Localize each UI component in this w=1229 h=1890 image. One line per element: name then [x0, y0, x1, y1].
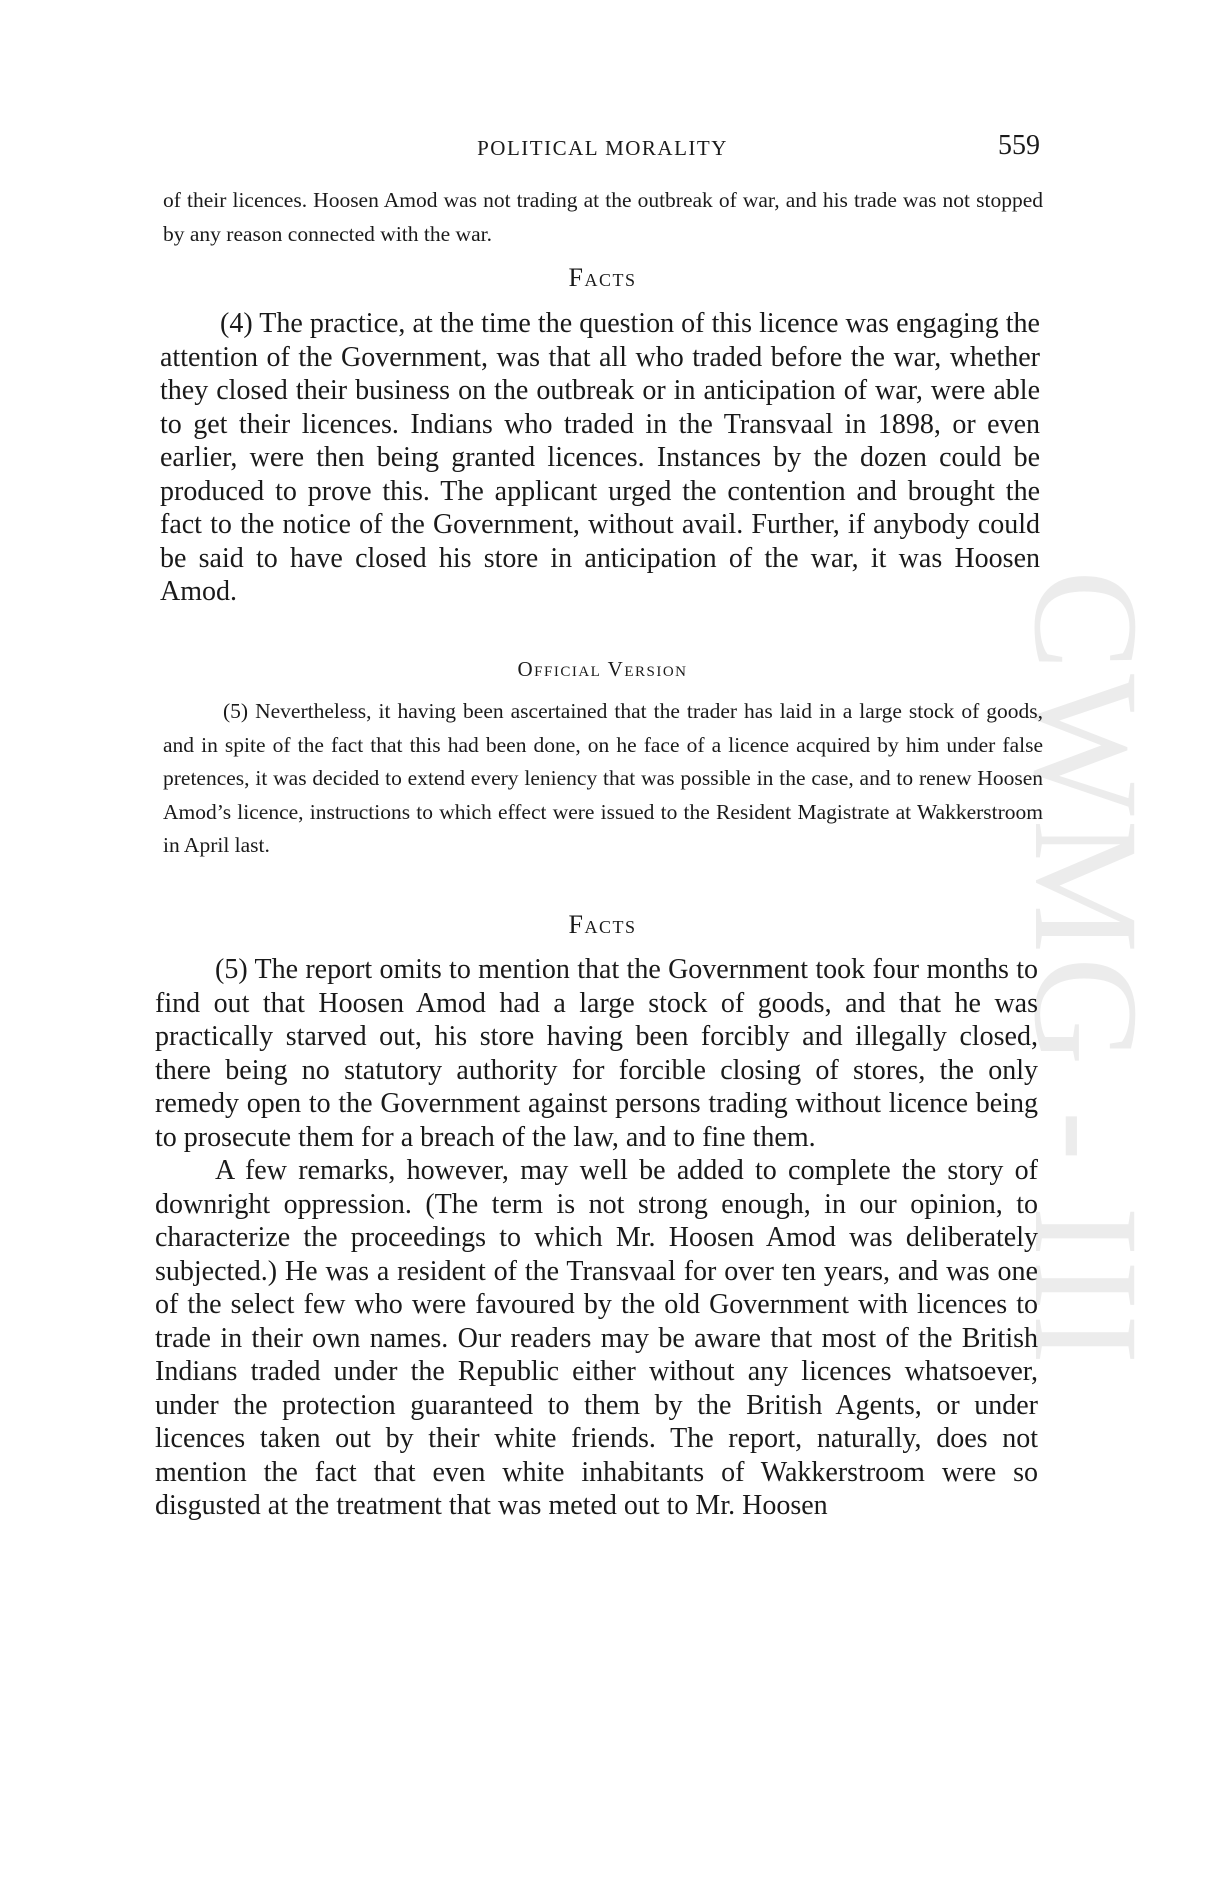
facts-5-paragraph: [155, 953, 1038, 1523]
official-5-text: (5) Nevertheless, it having been ascertained that the trader has laid in a large stock of goods, and in spite of the fact that this had been done, on he face of a licence acquired by him under false pretences, it was decided to extend every leniency that was possible in the case, and to renew Hoosen Amod’s licence, instructions to which effect were issued to the Resident Magistrate at Wakkerstroom in April last.: [163, 699, 1043, 857]
running-title: POLITICAL MORALITY: [477, 136, 728, 160]
facts-4-text: (4) The practice, at the time the question of this licence was engaging the attention of the Government, was that all who traded before the war, whether they closed their business on the outbreak or in anticipation of war, were able to get their licences. Indians who traded in the Transvaal in 1898, or even earlier, were then being granted licences. Instances by the dozen could be produced to prove this. The applicant urged the contention and brought the fact to the notice of the Government, without avail. Further, if anybody could be said to have closed his store in anticipation of the war, it was Hoosen Amod.: [160, 308, 1040, 607]
official-version-heading: Official Version: [517, 657, 688, 681]
facts-heading-2: Facts: [568, 910, 637, 939]
facts-heading: Facts: [568, 263, 637, 292]
intro-paragraph: [163, 184, 1043, 251]
official-5-paragraph: [163, 695, 1043, 863]
facts-4-paragraph: [160, 307, 1040, 609]
intro-text: of their licences. Hoosen Amod was not trading at the outbreak of war, and his trade was not stopped by any reason connected with the war.: [163, 188, 1043, 246]
watermark: CWMG - III: [1003, 570, 1169, 1369]
page-number: 559: [998, 130, 1040, 161]
remarks-text: A few remarks, however, may well be added to complete the story of downright oppression. (The term is not strong enough, in our opinion, to characterize the proceedings to which Mr. Hoosen Amod was deliberately subjected.) He was a resident of the Transvaal for over ten years, and was one of the select few who were favoured by the old Government with licences to trade in their own names. Our readers may be aware that most of the British Indians traded under the Republic either without any licences whatsoever, under the protection guaranteed to them by the British Agents, or under licences taken out by their white friends. The report, naturally, does not mention the fact that even white inhabitants of Wakkerstroom were so disgusted at the treatment that was meted out to Mr. Hoosen: [155, 1155, 1038, 1521]
facts-5-text: (5) The report omits to mention that the Government took four months to find out that Hoosen Amod had a large stock of goods, and that he was practically starved out, his store having been forcibly and illegally closed, there being no statutory authority for forcible closing of stores, the only remedy open to the Government against persons trading without licence being to prosecute them for a breach of the law, and to fine them.: [155, 954, 1038, 1153]
running-head: [160, 130, 1045, 170]
